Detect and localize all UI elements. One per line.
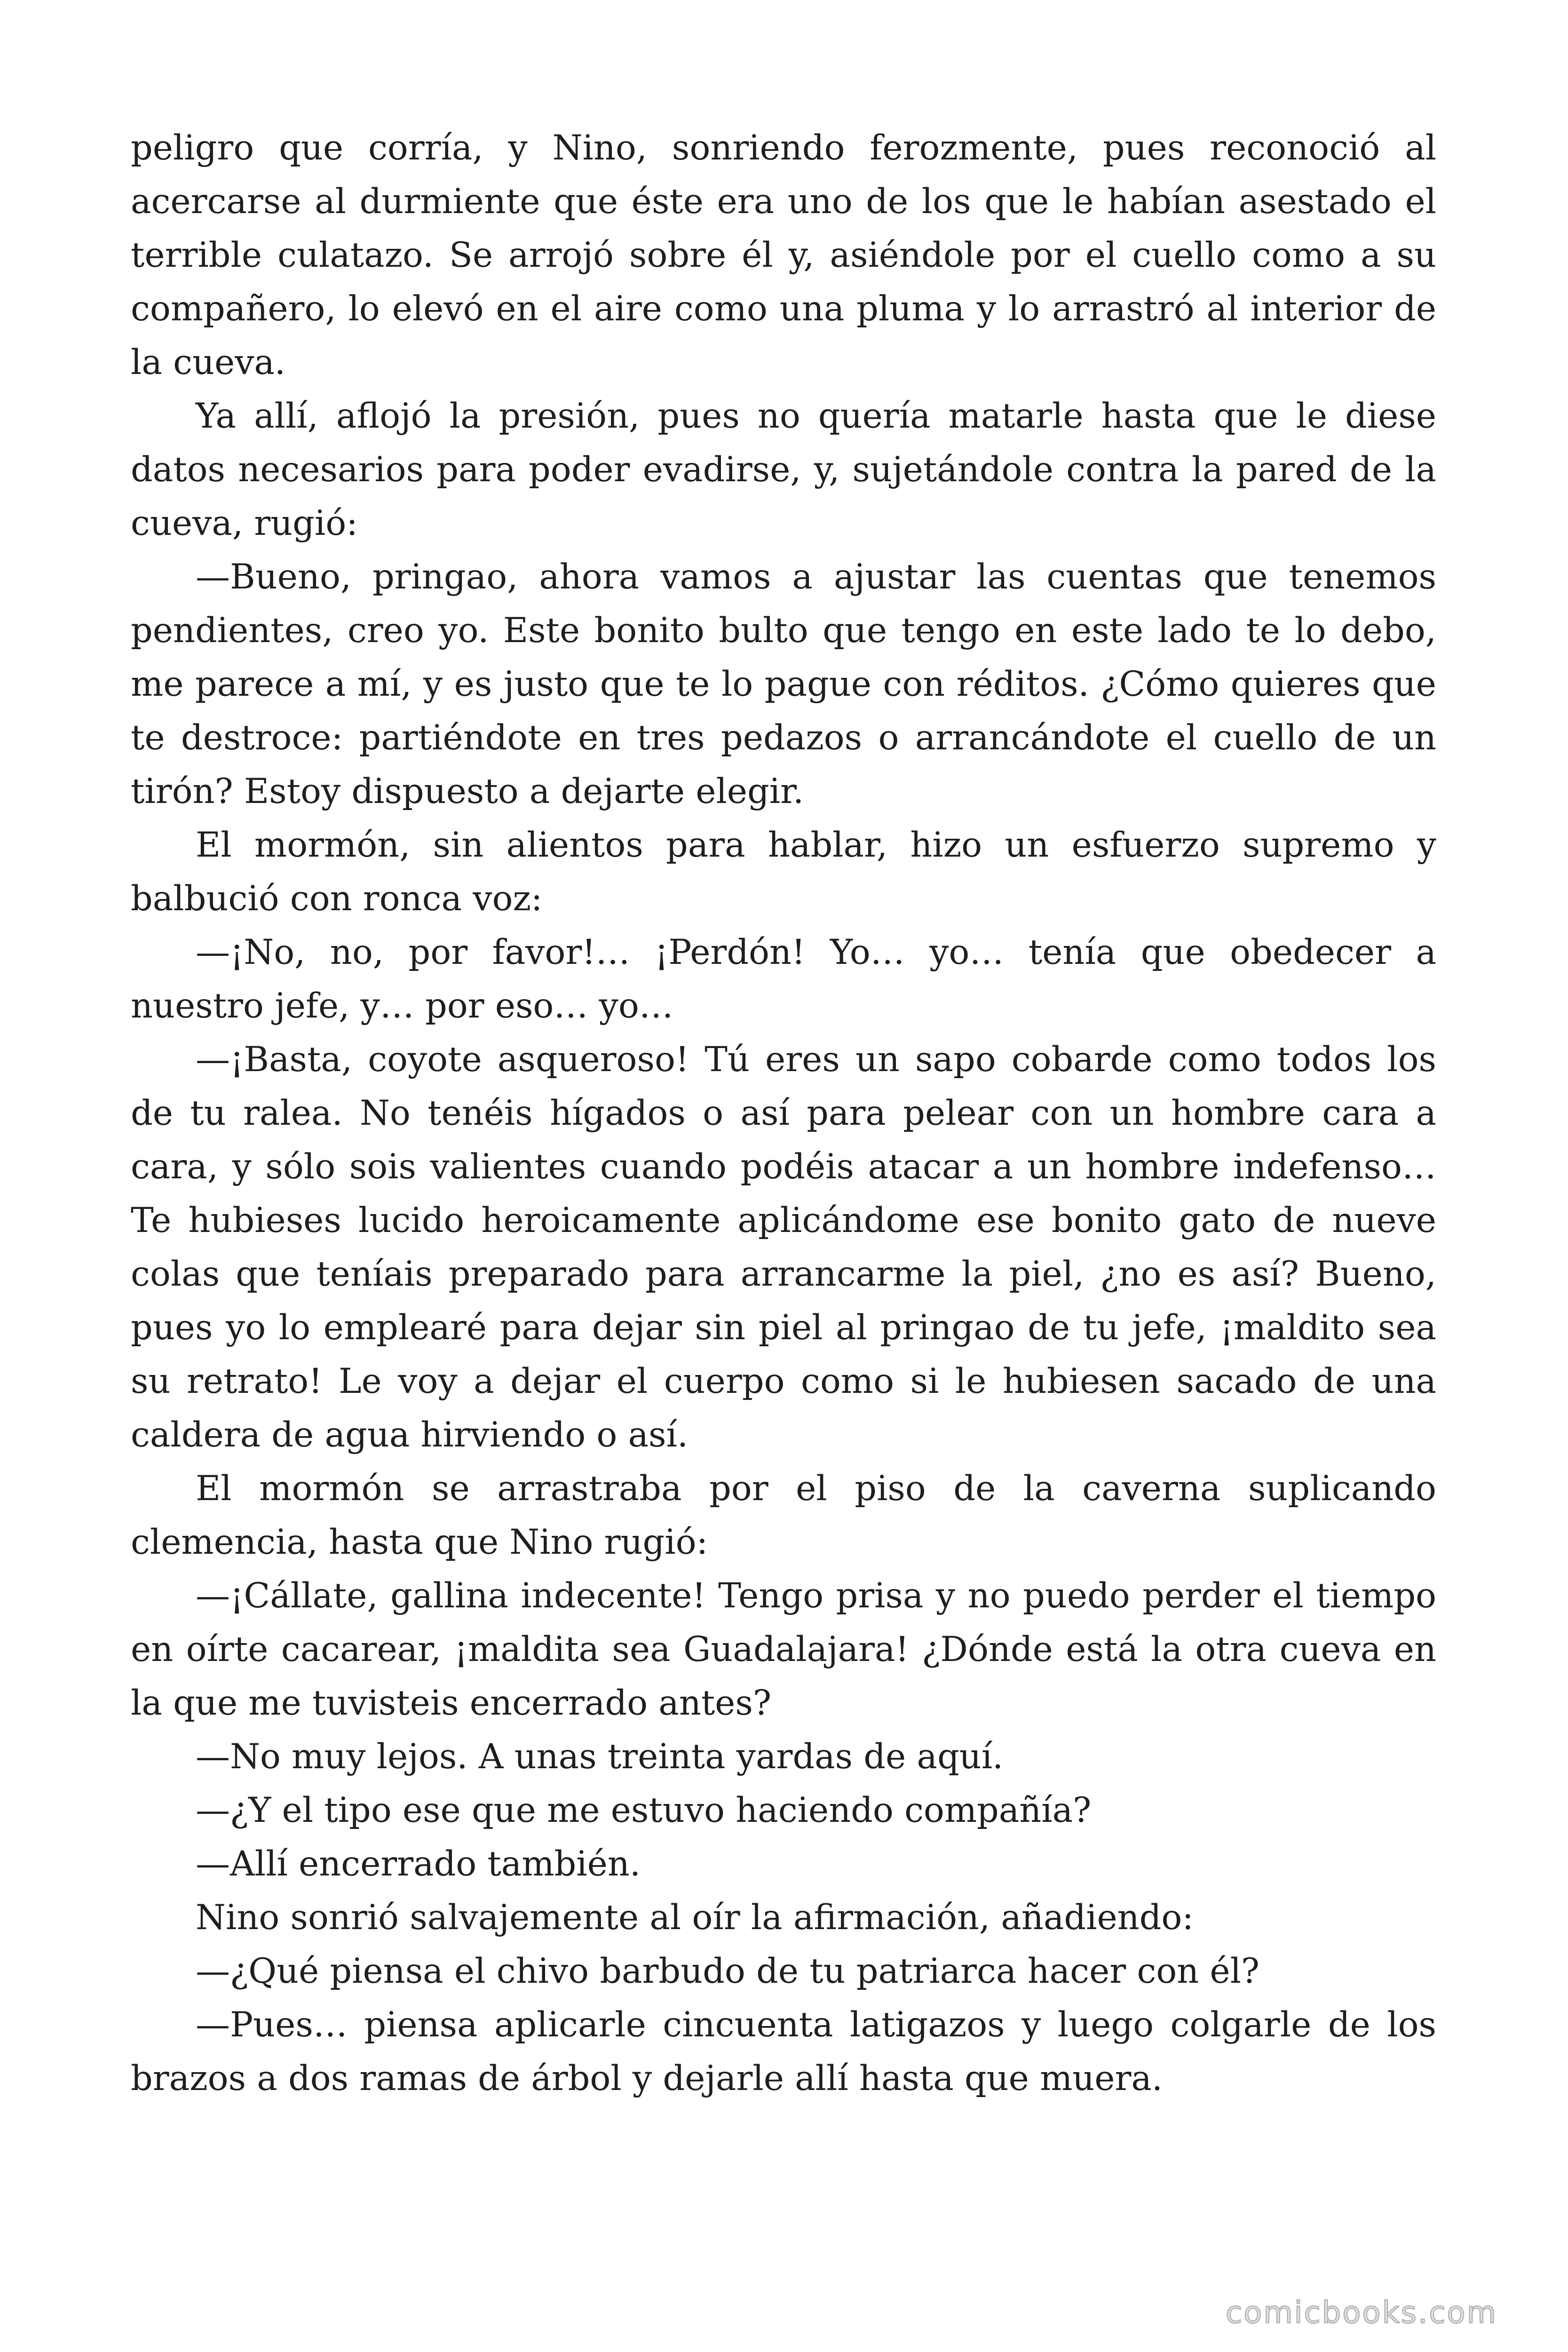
page-text: [131, 121, 1436, 2106]
paragraph: peligro que corría, y Nino, sonriendo ferozmente, pues reconoció al acercarse al durmiente que éste era uno de los que le habían asestado el terrible culatazo. Se arrojó sobre él y, asiéndole por el cuello como a su compañero, lo elevó en el aire como una pluma y lo arrastró al interior de la cueva.: [131, 128, 1436, 382]
paragraph: —¿Y el tipo ese que me estuvo haciendo compañía?: [196, 1790, 1092, 1830]
paragraph: —No muy lejos. A unas treinta yardas de aquí.: [196, 1737, 1004, 1777]
paragraph: —¡No, no, por favor!… ¡Perdón! Yo… yo… tenía que obedecer a nuestro jefe, y… por eso… yo…: [131, 932, 1436, 1026]
paragraph: —¡Cállate, gallina indecente! Tengo prisa y no puedo perder el tiempo en oírte cacarear, ¡maldita sea Guadalajara! ¿Dónde está la otra cueva en la que me tuvisteis encerrado antes?: [131, 1576, 1436, 1723]
paragraph: —¡Basta, coyote asqueroso! Tú eres un sapo cobarde como todos los de tu ralea. No tenéis hígados o así para pelear con un hombre cara a cara, y sólo sois valientes cuando podéis atacar a un hombre indefenso… Te hubieses lucido heroicamente aplicándome ese bonito gato de nueve colas que teníais preparado para arrancarme la piel, ¿no es así? Bueno, pues yo lo emplearé para dejar sin piel al pringao de tu jefe, ¡maldito sea su retrato! Le voy a dejar el cuerpo como si le hubiesen sacado de una caldera de agua hirviendo o así.: [131, 1040, 1436, 1455]
paragraph: —¿Qué piensa el chivo barbudo de tu patriarca hacer con él?: [196, 1951, 1260, 1991]
paragraph: —Allí encerrado también.: [196, 1844, 641, 1884]
paragraph: —Pues… piensa aplicarle cincuenta latigazos y luego colgarle de los brazos a dos ramas de árbol y dejarle allí hasta que muera.: [131, 2005, 1436, 2098]
paragraph: Nino sonrió salvajemente al oír la afirmación, añadiendo:: [196, 1898, 1194, 1938]
paragraph: —Bueno, pringao, ahora vamos a ajustar las cuentas que tenemos pendientes, creo yo. Este bonito bulto que tengo en este lado te lo debo, me parece a mí, y es justo que te lo pague con réditos. ¿Cómo quieres que te destroce: partiéndote en tres pedazos o arrancándote el cuello de un tirón? Estoy dispuesto a dejarte elegir.: [131, 557, 1436, 811]
paragraph: El mormón, sin alientos para hablar, hizo un esfuerzo supremo y balbució con ronca voz:: [131, 825, 1436, 919]
watermark-text: comicbooks.com: [1225, 2296, 1497, 2330]
paragraph: El mormón se arrastraba por el piso de la caverna suplicando clemencia, hasta que Nino rugió:: [131, 1469, 1436, 1562]
paragraph: Ya allí, aflojó la presión, pues no quería matarle hasta que le diese datos necesarios para poder evadirse, y, sujetándole contra la pared de la cueva, rugió:: [131, 396, 1436, 543]
